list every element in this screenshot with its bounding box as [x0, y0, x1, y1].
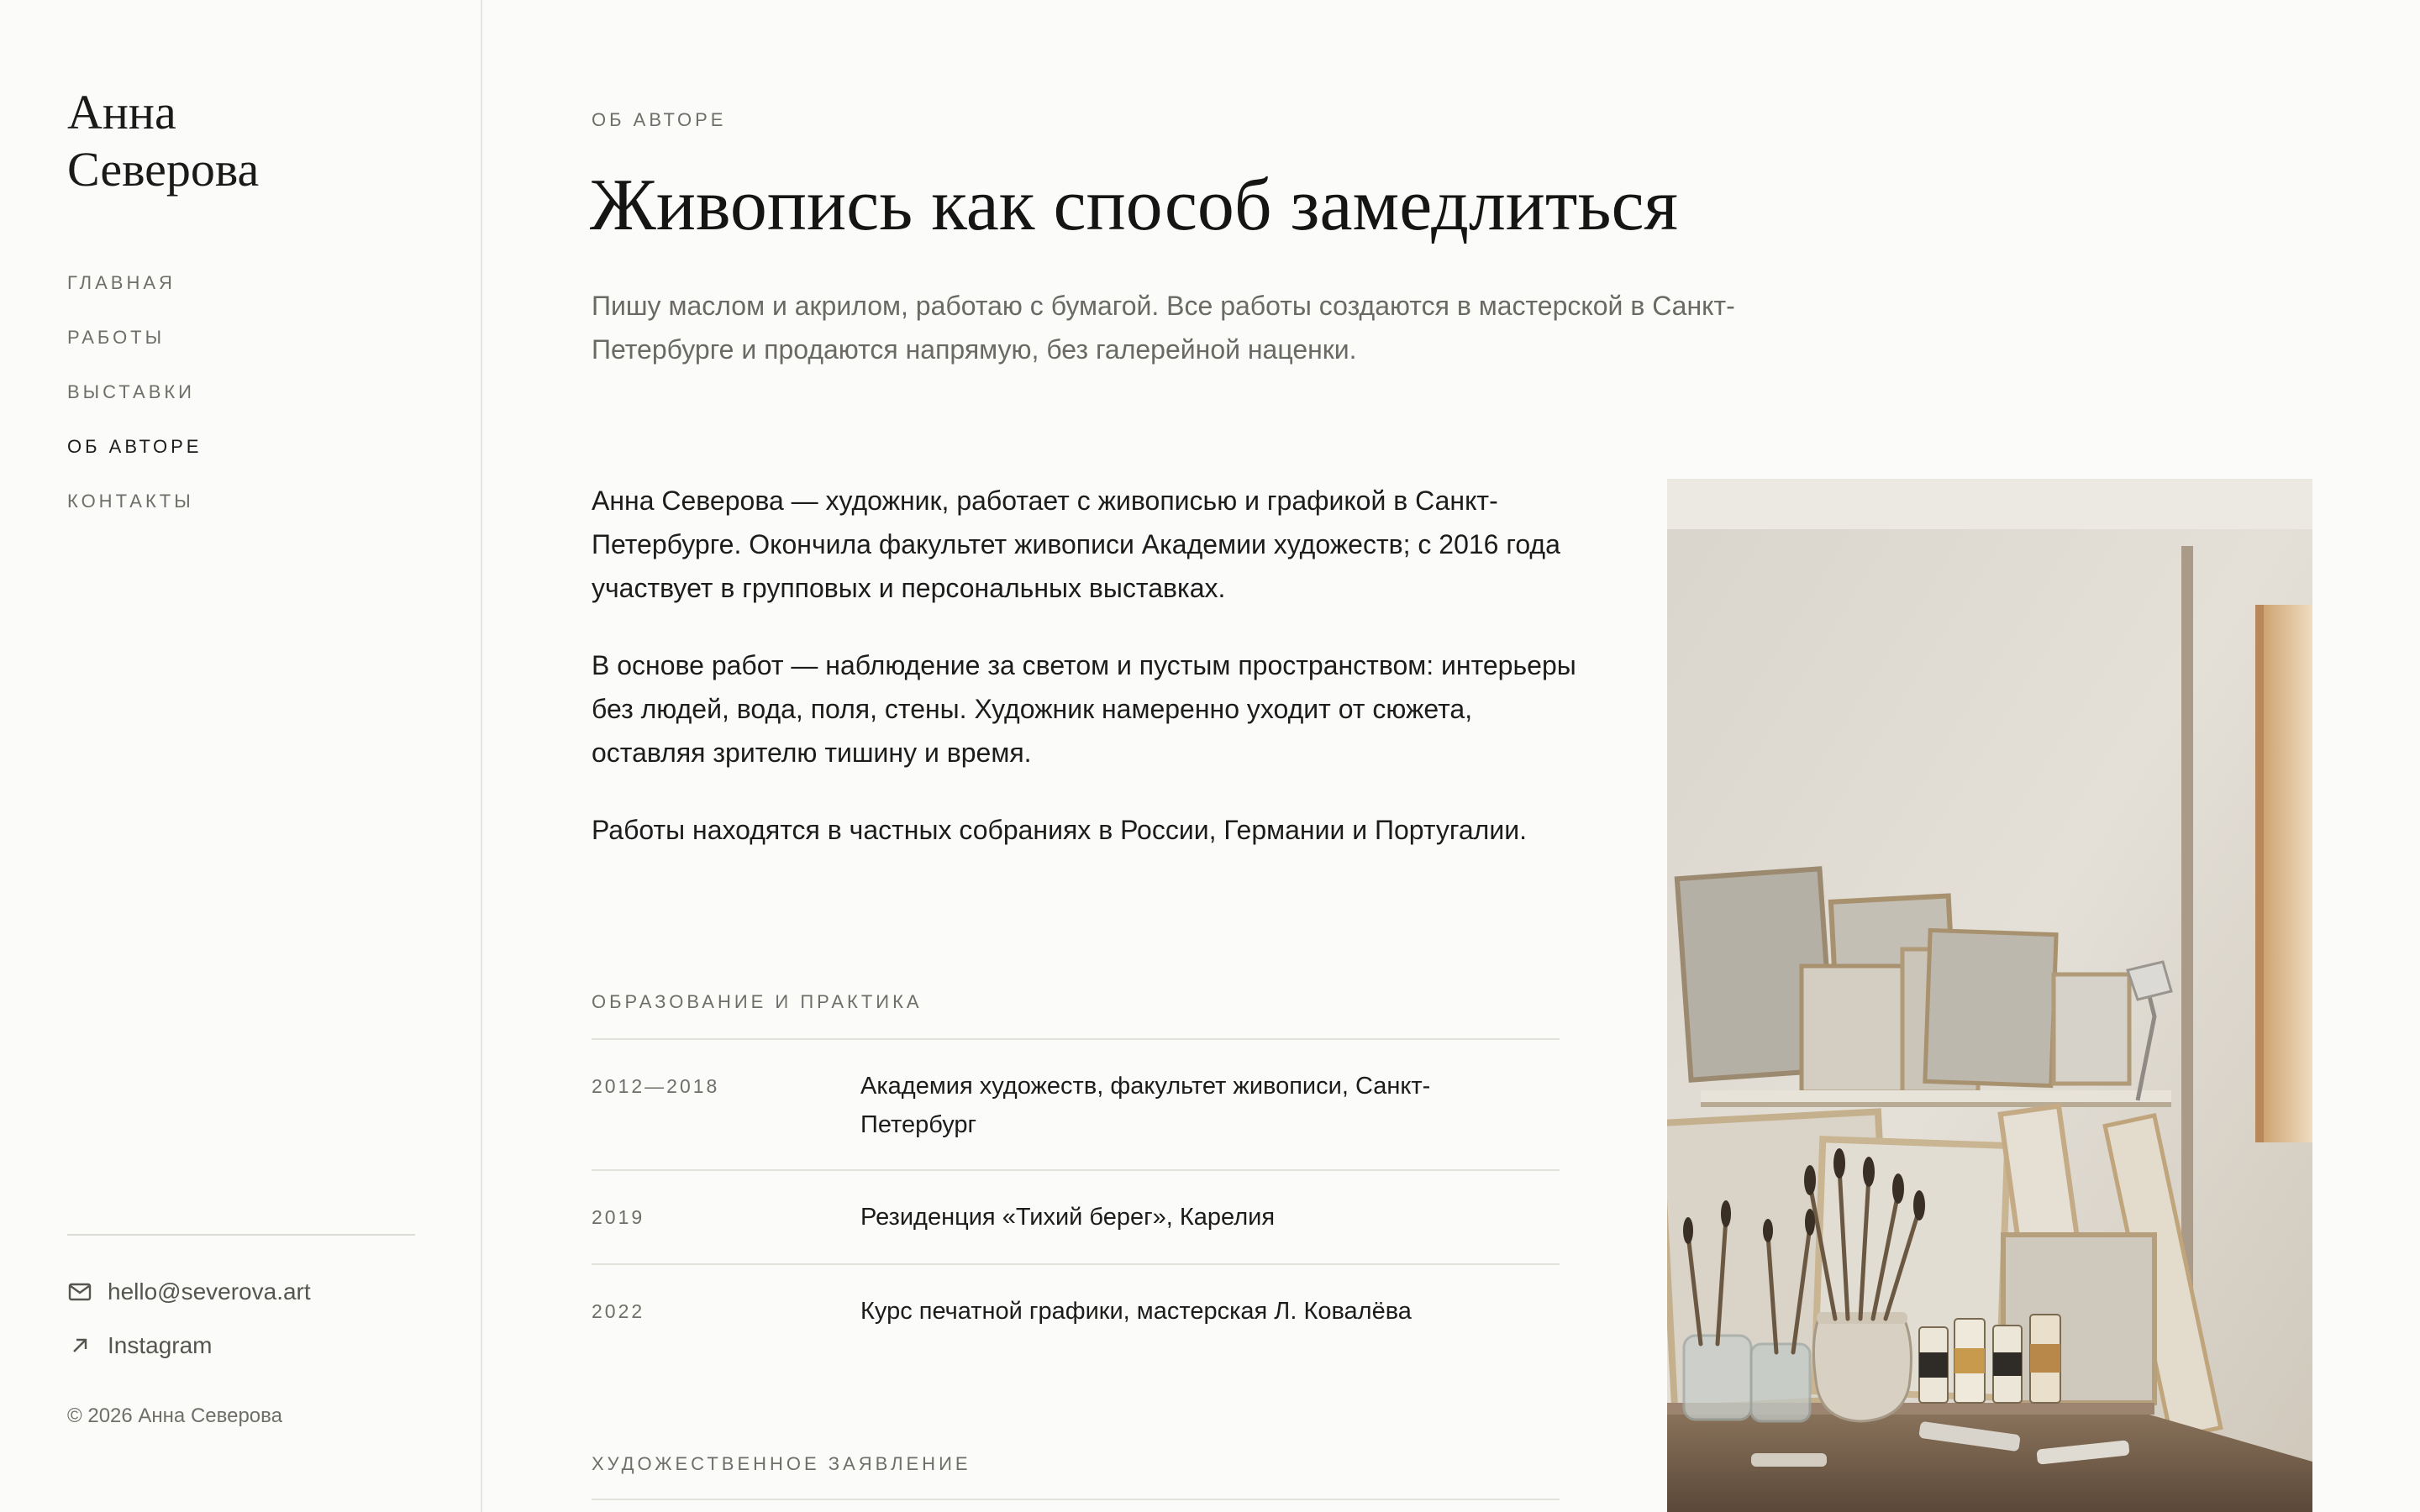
copyright: © 2026 Анна Северова	[67, 1404, 282, 1427]
education-text: Резиденция «Тихий берег», Карелия	[860, 1204, 1276, 1231]
statement-divider	[592, 1499, 1560, 1500]
page-lead: Пишу маслом и акрилом, работаю с бумагой. Все работы создаются в мастерской в Санкт-Петербурге и продаются напрямую, без галерейной наценки.	[592, 291, 1735, 365]
bio-paragraph: Работы находятся в частных собраниях в России, Германии и Португалии.	[592, 815, 1527, 845]
bio-paragraph: Анна Северова — художник, работает с живописью и графикой в Санкт-Петербурге. Окончила факультет живописи Академии художеств; с 2016 года участвует в групповых и персональных выставках.	[592, 486, 1560, 603]
sidebar	[0, 0, 482, 1512]
education-heading: ОБРАЗОВАНИЕ И ПРАКТИКА	[592, 991, 923, 1012]
education-text: Курс печатной графики, мастерская Л. Ковалёва	[860, 1298, 1412, 1325]
education-text: Академия художеств, факультет живописи, Санкт-Петербург	[860, 1073, 1431, 1138]
education-table	[592, 1038, 1560, 1357]
page-title: Живопись как способ замедлиться	[590, 165, 1678, 246]
mail-icon	[67, 1279, 92, 1305]
education-year: 2019	[592, 1206, 645, 1228]
education-row	[592, 1038, 1560, 1169]
brand-first-name: Анна	[67, 85, 176, 139]
email-link[interactable]	[67, 1278, 311, 1305]
nav-item-exhibitions[interactable]: ВЫСТАВКИ	[67, 381, 195, 402]
education-row	[592, 1263, 1560, 1357]
education-row	[592, 1169, 1560, 1263]
email-label: hello@severova.art	[108, 1278, 311, 1305]
page-eyebrow: ОБ АВТОРЕ	[592, 109, 727, 130]
nav-item-contacts[interactable]: КОНТАКТЫ	[67, 491, 194, 512]
instagram-label: Instagram	[108, 1332, 213, 1358]
brand-last-name: Северова	[67, 142, 260, 197]
statement-heading: ХУДОЖЕСТВЕННОЕ ЗАЯВЛЕНИЕ	[592, 1453, 971, 1474]
nav-item-works[interactable]: РАБОТЫ	[67, 327, 166, 348]
main-nav	[67, 270, 202, 543]
instagram-link[interactable]	[67, 1332, 213, 1359]
bio-paragraph: В основе работ — наблюдение за светом и пустым пространством: интерьеры без людей, вода, поля, стены. Художник намеренно уходит от сюжета, оставляя зрителю тишину и время.	[592, 650, 1576, 768]
nav-item-about[interactable]: ОБ АВТОРЕ	[67, 436, 203, 457]
studio-photo	[1667, 479, 2312, 1512]
site-logo[interactable]	[67, 84, 259, 198]
arrow-up-right-icon	[67, 1333, 92, 1358]
education-year: 2022	[592, 1300, 645, 1322]
bio	[592, 479, 1583, 885]
nav-item-home[interactable]: ГЛАВНАЯ	[67, 272, 176, 293]
sidebar-divider	[67, 1234, 415, 1236]
education-year: 2012—2018	[592, 1075, 720, 1097]
